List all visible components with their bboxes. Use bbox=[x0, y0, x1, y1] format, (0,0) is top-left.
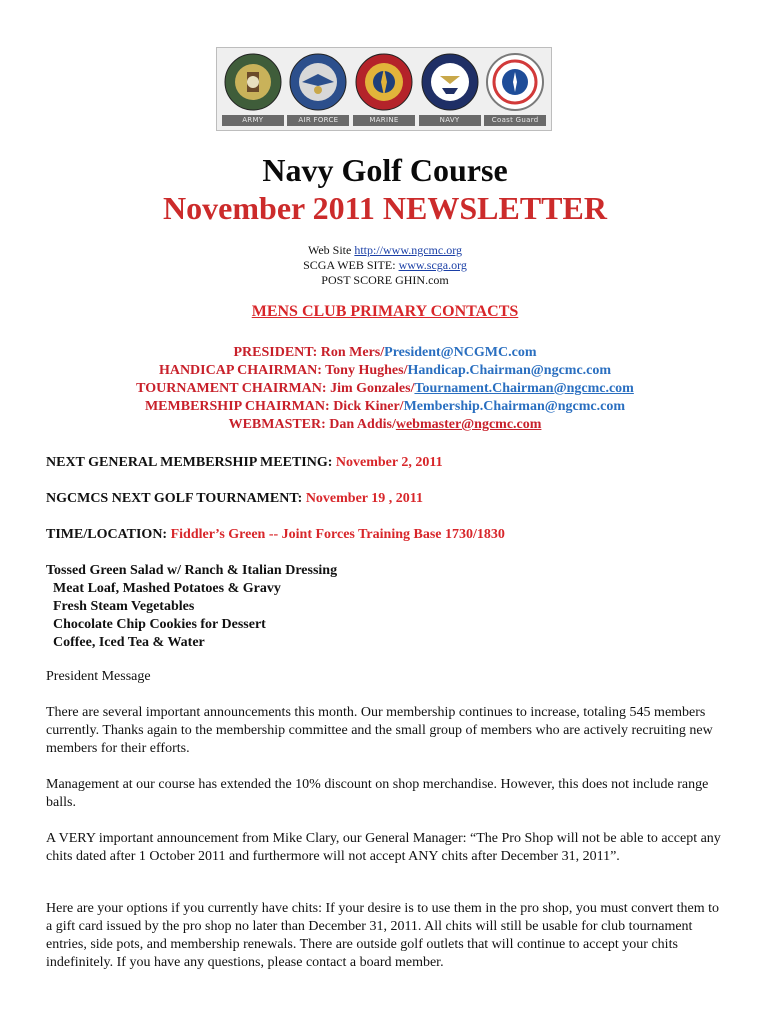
website-info bbox=[0, 243, 770, 288]
contact-webmaster bbox=[0, 416, 770, 434]
webmaster-role: WEBMASTER: Dan Addis/ bbox=[228, 417, 396, 432]
contact-president bbox=[0, 344, 770, 362]
location-value: Fiddler’s Green -- Joint Forces Training Base 1730/1830 bbox=[170, 527, 505, 542]
army-seal-icon bbox=[223, 52, 283, 112]
seal-army bbox=[222, 52, 284, 126]
menu-item: Coffee, Iced Tea & Water bbox=[53, 635, 205, 650]
military-seals-banner bbox=[216, 47, 552, 131]
president-message-heading: President Message bbox=[46, 669, 151, 684]
seal-coast-guard bbox=[484, 52, 546, 126]
coast-guard-seal-icon bbox=[485, 52, 545, 112]
membership-email[interactable]: Membership.Chairman@ngcmc.com bbox=[403, 399, 626, 414]
web-site-line bbox=[0, 243, 770, 258]
tournament-line bbox=[46, 490, 726, 508]
seal-marine bbox=[353, 52, 415, 126]
contact-tournament bbox=[0, 380, 770, 398]
contacts-list bbox=[0, 344, 770, 434]
seal-air-force bbox=[287, 52, 349, 126]
message-paragraph-2: Management at our course has extended the 10% discount on shop merchandise. However, this does not include range balls. bbox=[46, 777, 709, 810]
contact-membership bbox=[0, 398, 770, 416]
handicap-email[interactable]: Handicap.Chairman@ngcmc.com bbox=[407, 363, 612, 378]
contacts-heading: MENS CLUB PRIMARY CONTACTS bbox=[251, 303, 519, 320]
tournament-email[interactable]: Tournament.Chairman@ngcmc.com bbox=[414, 381, 634, 396]
meeting-date: November 2, 2011 bbox=[335, 455, 443, 470]
meeting-line bbox=[46, 454, 726, 472]
post-score-line: POST SCORE GHIN.com bbox=[321, 273, 449, 287]
menu-item: Tossed Green Salad w/ Ranch & Italian Dressing bbox=[46, 563, 338, 578]
message-paragraph-4: Here are your options if you currently have chits: If your desire is to use them in the pro shop, you must convert them to a gift card issued by the pro shop no later than December 31, 2011. All chits will still be usable for club tournament entries, side pots, and membership renewals. There are outside golf outlets that will continue to accept your chits indefinitely. If you have any questions, please contact a board member. bbox=[46, 901, 720, 970]
location-line bbox=[46, 526, 726, 544]
navy-seal-icon bbox=[420, 52, 480, 112]
president-email[interactable]: President@NCGMC.com bbox=[384, 345, 537, 360]
message-paragraph-1: There are several important announcements this month. Our membership continues to increase, totaling 545 members currently. Thanks again to the membership committee and the small group of members who are actively recruiting new members for their efforts. bbox=[46, 705, 713, 756]
handicap-role: HANDICAP CHAIRMAN: Tony Hughes/ bbox=[158, 363, 408, 378]
tournament-role: TOURNAMENT CHAIRMAN: Jim Gonzales/ bbox=[136, 381, 415, 396]
meeting-label: NEXT GENERAL MEMBERSHIP MEETING: bbox=[46, 455, 336, 470]
seal-label-navy: NAVY bbox=[419, 115, 481, 126]
seal-label-marine: MARINE bbox=[353, 115, 415, 126]
president-role: PRESIDENT: Ron Mers/ bbox=[233, 345, 385, 360]
menu-item: Meat Loaf, Mashed Potatoes & Gravy bbox=[53, 581, 281, 596]
menu-item: Chocolate Chip Cookies for Dessert bbox=[53, 617, 266, 632]
air-force-seal-icon bbox=[288, 52, 348, 112]
dinner-menu bbox=[46, 562, 726, 652]
location-label: TIME/LOCATION: bbox=[46, 527, 171, 542]
tournament-date: November 19 , 2011 bbox=[305, 491, 423, 506]
menu-item: Fresh Steam Vegetables bbox=[53, 599, 195, 614]
scga-link[interactable]: www.scga.org bbox=[398, 258, 467, 272]
newsletter-subtitle: November 2011 NEWSLETTER bbox=[163, 190, 607, 226]
membership-role: MEMBERSHIP CHAIRMAN: Dick Kiner/ bbox=[144, 399, 404, 414]
seal-label-army: ARMY bbox=[222, 115, 284, 126]
seal-label-coast-guard: Coast Guard bbox=[484, 115, 546, 126]
contact-handicap bbox=[0, 362, 770, 380]
webmaster-email[interactable]: webmaster@ngcmc.com bbox=[395, 417, 542, 432]
scga-label: SCGA WEB SITE: bbox=[303, 258, 399, 272]
web-site-label: Web Site bbox=[307, 243, 355, 257]
marine-seal-icon bbox=[354, 52, 414, 112]
scga-line bbox=[0, 258, 770, 273]
seal-label-air-force: AIR FORCE bbox=[287, 115, 349, 126]
seal-navy bbox=[419, 52, 481, 126]
tournament-label: NGCMCS NEXT GOLF TOURNAMENT: bbox=[46, 491, 306, 506]
message-paragraph-3: A VERY important announcement from Mike Clary, our General Manager: “The Pro Shop will not be able to accept any chits dated after 1 October 2011 and furthermore will not accept ANY chits after December 31, 2011”. bbox=[46, 831, 721, 864]
page-title: Navy Golf Course bbox=[262, 152, 508, 188]
web-site-link[interactable]: http://www.ngcmc.org bbox=[354, 243, 462, 257]
